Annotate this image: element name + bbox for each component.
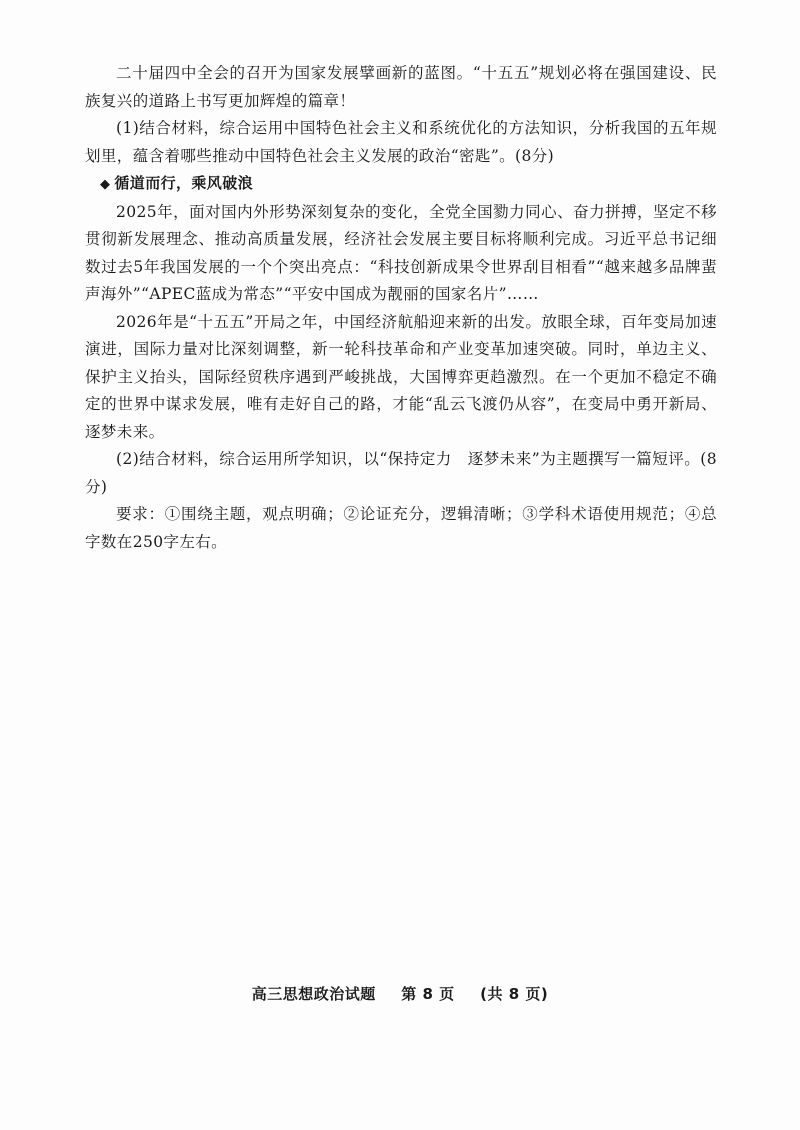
material-paragraph-2: 2026年是“十五五”开局之年，中国经济航船迎来新的出发。放眼全球，百年变局加速演进，国际力量对比深刻调整，新一轮科技革命和产业变革加速突破。同时，单边主义、保护主义抬头，国际经贸秩序遇到严峻挑战，大国博弈更趋激烈。在一个更加不稳定不确定的世界中谋求发展，唯有走好自己的路，才能“乱云飞渡仍从容”，在变局中勇开新局、逐梦未来。 (85, 312, 717, 441)
question-2: (2)结合材料，综合运用所学知识，以“保持定力 逐梦未来”为主题撰写一篇短评。(8分) (85, 450, 717, 496)
requirements-paragraph: 要求：①围绕主题，观点明确；②论证充分，逻辑清晰；③学科术语使用规范；④总字数在250字左右。 (85, 505, 717, 551)
footer-page-number: 第 8 页 (401, 985, 455, 1003)
section-heading-text: 循道而行，乘风破浪 (114, 174, 254, 192)
footer-title: 高三思想政治试题 (251, 985, 376, 1003)
material-paragraph-1: 2025年，面对国内外形势深刻复杂的变化，全党全国勠力同心、奋力拼搏，坚定不移贯彻新发展理念、推动高质量发展，经济社会发展主要目标将顺利完成。习近平总书记细数过去5年我国发展的一个个突出亮点：“科技创新成果令世界刮目相看”“越来越多品牌蜚声海外”“APEC蓝成为常态”“平安中国成为靓丽的国家名片”…… (85, 202, 717, 303)
question-1: (1)结合材料，综合运用中国特色社会主义和系统优化的方法知识，分析我国的五年规划里，蕴含着哪些推动中国特色社会主义发展的政治“密匙”。(8分) (85, 119, 717, 165)
section-heading (85, 170, 717, 199)
black-diamond-icon: ◆ (100, 177, 111, 192)
intro-paragraph: 二十届四中全会的召开为国家发展擘画新的蓝图。“十五五”规划必将在强国建设、民族复兴的道路上书写更加辉煌的篇章！ (85, 64, 717, 110)
footer-total-pages: (共 8 页) (480, 985, 549, 1003)
page-content (85, 60, 717, 556)
page-footer (0, 983, 800, 1004)
